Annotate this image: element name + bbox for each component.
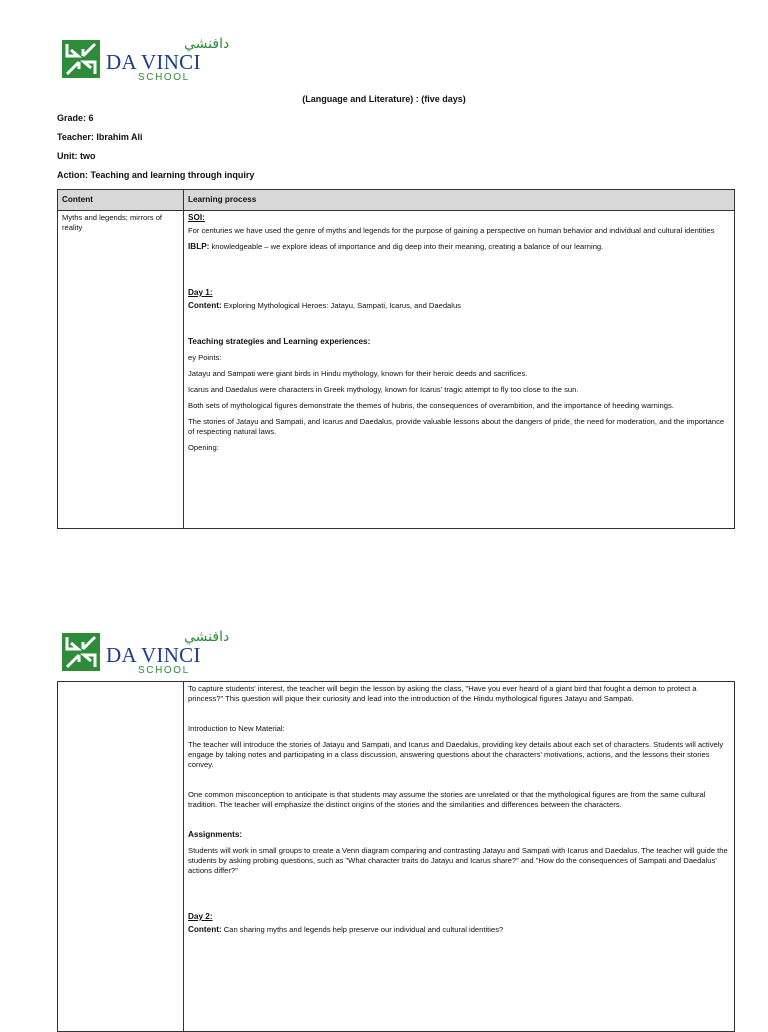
logo-name: DA VINCI (106, 50, 201, 74)
logo-name: DA VINCI (106, 643, 201, 667)
school-logo (62, 36, 230, 83)
day1-content: Exploring Mythological Heroes: Jatayu, Sampati, Icarus, and Daedalus (221, 301, 461, 310)
day2-content-paragraph (188, 925, 730, 935)
logo-arabic: دافنشي (184, 36, 230, 52)
header-learning-process: Learning process (184, 190, 735, 211)
logo-text (104, 629, 230, 676)
teaching-strategies-label: Teaching strategies and Learning experiences: (188, 337, 371, 346)
table-header-row (58, 190, 735, 211)
logo-arabic: دافنشي (184, 629, 230, 645)
logo-text (104, 36, 230, 83)
content-cell (58, 682, 184, 1032)
lesson-table-continued (57, 681, 735, 1032)
point-3: Both sets of mythological figures demonstrate the themes of hubris, the consequences of overambition, and the importance of heeding warnings. (188, 401, 674, 410)
iblp-label: IBLP: (188, 242, 210, 251)
school-logo-icon (62, 40, 100, 78)
day1-label: Day 1: (188, 288, 213, 297)
page-title: (Language and Literature) : (five days) (302, 94, 466, 104)
school-logo-icon (62, 633, 100, 671)
learning-process-cell (184, 211, 735, 529)
content-label: Content: (188, 301, 222, 310)
capture-paragraph: To capture students' interest, the teacher will begin the lesson by asking the class, "Have you ever heard of a giant bird that fought a demon to protect a princess?" This question will pique their curiosity and lead into the introduction of the Hindu mythological figures Jatayu and Sampati. (188, 684, 697, 703)
logo-school: SCHOOL (138, 72, 190, 83)
day1-content-paragraph (188, 301, 730, 311)
point-1: Jatayu and Sampati were giant birds in Hindu mythology, known for their heroic deeds and sacrifices. (188, 369, 528, 378)
logo-school: SCHOOL (138, 665, 190, 676)
key-points-label: ey Points: (188, 353, 222, 362)
day2-content: Can sharing myths and legends help preserve our individual and cultural identities? (221, 925, 504, 934)
table-row (58, 682, 735, 1032)
point-4: The stories of Jatayu and Sampati, and Icarus and Daedalus, provide valuable lessons about the dangers of pride, the need for moderation, and the importance of respecting natural laws. (188, 417, 725, 436)
grade-line: Grade: 6 (57, 113, 94, 123)
opening-label: Opening: (188, 443, 219, 452)
misconception-paragraph: One common misconception to anticipate is that students may assume the stories are unrelated or that the mythological figures are from the same cultural tradition. The teacher will emphasize the distinct origins of the stories and the similarities and differences between the characters. (188, 790, 706, 809)
action-line: Action: Teaching and learning through inquiry (57, 170, 255, 180)
content-label: Content: (188, 925, 222, 934)
intro-label: Introduction to New Material: (188, 724, 285, 733)
intro-paragraph: The teacher will introduce the stories of Jatayu and Sampati, and Icarus and Daedalus, providing key details about each set of characters. Students will actively engage by taking notes and participating in a class discussion, answering questions about the characters' motivations, actions, and the lessons their stories convey. (188, 740, 724, 769)
school-logo (62, 629, 230, 676)
soi-text: For centuries we have used the genre of myths and legends for the purpose of gaining a perspective on human behavior and individual and cultural identities (188, 226, 715, 235)
lesson-table (57, 189, 735, 529)
teacher-line: Teacher: Ibrahim Ali (57, 132, 143, 142)
unit-line: Unit: two (57, 151, 96, 161)
content-cell: Myths and legends; mirrors of reality (58, 211, 184, 529)
header-content: Content (58, 190, 184, 211)
learning-process-cell (184, 682, 735, 1032)
soi-label: SOI: (188, 213, 205, 222)
day2-label: Day 2: (188, 912, 213, 921)
table-row (58, 211, 735, 529)
point-2: Icarus and Daedalus were characters in Greek mythology, known for Icarus' tragic attempt to fly too close to the sun. (188, 385, 579, 394)
iblp-paragraph (188, 242, 730, 252)
assignments-paragraph: Students will work in small groups to create a Venn diagram comparing and contrasting Jatayu and Sampati with Icarus and Daedalus. The teacher will guide the students by asking probing questions, such as "What character traits do Jatayu and Icarus share?" and "How do the consequences of Sampati and Daedalus' actions differ?" (188, 846, 728, 875)
iblp-text: knowledgeable – we explore ideas of importance and dig deep into their meaning, creating a balance of our learning. (209, 242, 604, 251)
assignments-label: Assignments: (188, 830, 243, 839)
